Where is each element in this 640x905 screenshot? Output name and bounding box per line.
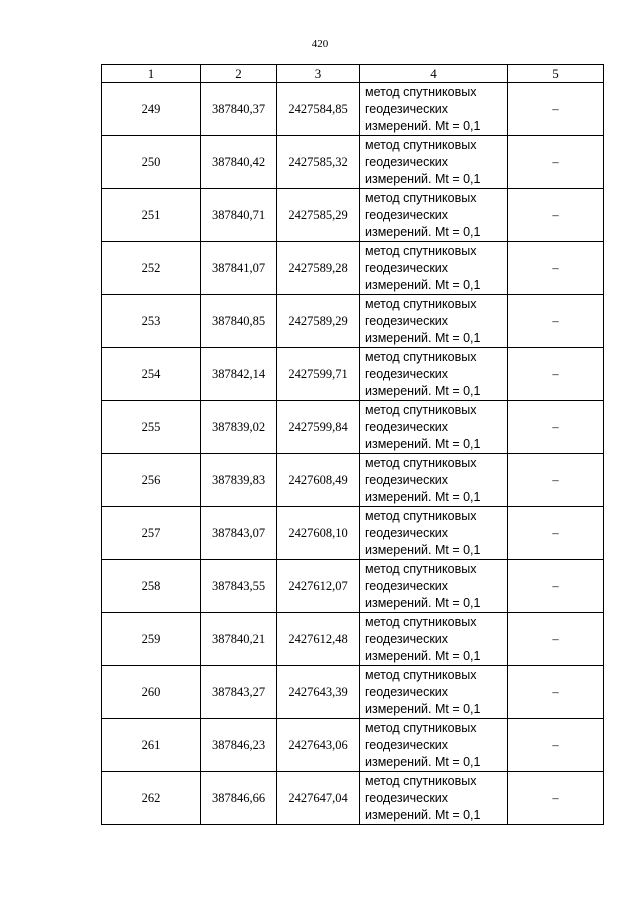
note-cell: – [508, 83, 604, 136]
method-cell [360, 613, 508, 666]
note-cell: – [508, 613, 604, 666]
point-number-cell: 255 [102, 401, 201, 454]
method-text-line: геодезических [365, 313, 449, 328]
x-coordinate-cell: 387840,85 [201, 295, 277, 348]
method-text-line: измерений. Mt = 0,1 [365, 648, 481, 663]
y-coordinate-cell: 2427608,49 [277, 454, 360, 507]
y-coordinate-cell: 2427589,28 [277, 242, 360, 295]
coordinates-table [101, 64, 604, 825]
method-text-line: геодезических [365, 684, 449, 699]
method-text-line: метод спутниковых [365, 296, 477, 311]
method-text-line: геодезических [365, 207, 449, 222]
method-cell [360, 560, 508, 613]
method-text-line: геодезических [365, 525, 449, 540]
x-coordinate-cell: 387840,71 [201, 189, 277, 242]
header-row [102, 65, 604, 83]
method-text-line: метод спутниковых [365, 455, 477, 470]
x-coordinate-cell: 387843,55 [201, 560, 277, 613]
note-cell: – [508, 666, 604, 719]
x-coordinate-cell: 387841,07 [201, 242, 277, 295]
method-cell [360, 401, 508, 454]
y-coordinate-cell: 2427643,06 [277, 719, 360, 772]
x-coordinate-cell: 387843,07 [201, 507, 277, 560]
method-text-line: измерений. Mt = 0,1 [365, 383, 481, 398]
method-text-line: геодезических [365, 578, 449, 593]
column-header: 5 [508, 65, 604, 83]
y-coordinate-cell: 2427599,84 [277, 401, 360, 454]
method-text-line: геодезических [365, 101, 449, 116]
table-row [102, 136, 604, 189]
method-cell [360, 83, 508, 136]
method-cell [360, 719, 508, 772]
note-cell: – [508, 189, 604, 242]
method-text-line: измерений. Mt = 0,1 [365, 224, 481, 239]
x-coordinate-cell: 387846,66 [201, 772, 277, 825]
method-text-line: измерений. Mt = 0,1 [365, 436, 481, 451]
note-cell: – [508, 136, 604, 189]
method-text-line: измерений. Mt = 0,1 [365, 277, 481, 292]
column-header: 1 [102, 65, 201, 83]
method-text-line: измерений. Mt = 0,1 [365, 701, 481, 716]
point-number-cell: 253 [102, 295, 201, 348]
x-coordinate-cell: 387843,27 [201, 666, 277, 719]
method-text-line: метод спутниковых [365, 614, 477, 629]
point-number-cell: 259 [102, 613, 201, 666]
method-cell [360, 348, 508, 401]
x-coordinate-cell: 387840,42 [201, 136, 277, 189]
method-text-line: метод спутниковых [365, 190, 477, 205]
point-number-cell: 250 [102, 136, 201, 189]
point-number-cell: 261 [102, 719, 201, 772]
method-cell [360, 772, 508, 825]
page-number: 420 [311, 38, 329, 50]
method-text-line: метод спутниковых [365, 349, 477, 364]
x-coordinate-cell: 387839,83 [201, 454, 277, 507]
method-text-line: измерений. Mt = 0,1 [365, 542, 481, 557]
method-text-line: геодезических [365, 154, 449, 169]
x-coordinate-cell: 387840,37 [201, 83, 277, 136]
point-number-cell: 252 [102, 242, 201, 295]
table-row [102, 83, 604, 136]
method-text-line: метод спутниковых [365, 561, 477, 576]
x-coordinate-cell: 387842,14 [201, 348, 277, 401]
method-cell [360, 136, 508, 189]
method-text-line: геодезических [365, 790, 449, 805]
point-number-cell: 249 [102, 83, 201, 136]
table-row [102, 401, 604, 454]
table-row [102, 560, 604, 613]
point-number-cell: 258 [102, 560, 201, 613]
method-text-line: метод спутниковых [365, 84, 477, 99]
method-text-line: измерений. Mt = 0,1 [365, 489, 481, 504]
x-coordinate-cell: 387846,23 [201, 719, 277, 772]
table-row [102, 507, 604, 560]
method-cell [360, 507, 508, 560]
table-row [102, 242, 604, 295]
table-row [102, 295, 604, 348]
table-row [102, 348, 604, 401]
y-coordinate-cell: 2427589,29 [277, 295, 360, 348]
y-coordinate-cell: 2427612,48 [277, 613, 360, 666]
note-cell: – [508, 454, 604, 507]
method-text-line: геодезических [365, 737, 449, 752]
table-row [102, 666, 604, 719]
method-text-line: измерений. Mt = 0,1 [365, 754, 481, 769]
table-row [102, 719, 604, 772]
table-row [102, 454, 604, 507]
column-header: 3 [277, 65, 360, 83]
method-text-line: измерений. Mt = 0,1 [365, 171, 481, 186]
method-text-line: измерений. Mt = 0,1 [365, 118, 481, 133]
method-text-line: метод спутниковых [365, 243, 477, 258]
method-text-line: метод спутниковых [365, 773, 477, 788]
table-row [102, 189, 604, 242]
y-coordinate-cell: 2427608,10 [277, 507, 360, 560]
y-coordinate-cell: 2427585,29 [277, 189, 360, 242]
y-coordinate-cell: 2427599,71 [277, 348, 360, 401]
method-text-line: метод спутниковых [365, 720, 477, 735]
point-number-cell: 256 [102, 454, 201, 507]
note-cell: – [508, 772, 604, 825]
method-text-line: метод спутниковых [365, 508, 477, 523]
method-text-line: измерений. Mt = 0,1 [365, 807, 481, 822]
table-row [102, 772, 604, 825]
method-text-line: метод спутниковых [365, 667, 477, 682]
point-number-cell: 262 [102, 772, 201, 825]
method-text-line: геодезических [365, 260, 449, 275]
point-number-cell: 254 [102, 348, 201, 401]
y-coordinate-cell: 2427643,39 [277, 666, 360, 719]
y-coordinate-cell: 2427585,32 [277, 136, 360, 189]
method-text-line: измерений. Mt = 0,1 [365, 595, 481, 610]
method-cell [360, 666, 508, 719]
note-cell: – [508, 242, 604, 295]
method-cell [360, 189, 508, 242]
y-coordinate-cell: 2427647,04 [277, 772, 360, 825]
point-number-cell: 257 [102, 507, 201, 560]
method-text-line: геодезических [365, 631, 449, 646]
method-text-line: измерений. Mt = 0,1 [365, 330, 481, 345]
note-cell: – [508, 560, 604, 613]
method-text-line: метод спутниковых [365, 137, 477, 152]
x-coordinate-cell: 387840,21 [201, 613, 277, 666]
method-cell [360, 454, 508, 507]
method-text-line: метод спутниковых [365, 402, 477, 417]
note-cell: – [508, 719, 604, 772]
point-number-cell: 260 [102, 666, 201, 719]
x-coordinate-cell: 387839,02 [201, 401, 277, 454]
y-coordinate-cell: 2427584,85 [277, 83, 360, 136]
table-body [102, 83, 604, 825]
method-cell [360, 242, 508, 295]
table-row [102, 613, 604, 666]
method-text-line: геодезических [365, 366, 449, 381]
method-cell [360, 295, 508, 348]
note-cell: – [508, 348, 604, 401]
point-number-cell: 251 [102, 189, 201, 242]
y-coordinate-cell: 2427612,07 [277, 560, 360, 613]
note-cell: – [508, 295, 604, 348]
column-header: 2 [201, 65, 277, 83]
method-text-line: геодезических [365, 419, 449, 434]
column-header: 4 [360, 65, 508, 83]
method-text-line: геодезических [365, 472, 449, 487]
note-cell: – [508, 401, 604, 454]
note-cell: – [508, 507, 604, 560]
